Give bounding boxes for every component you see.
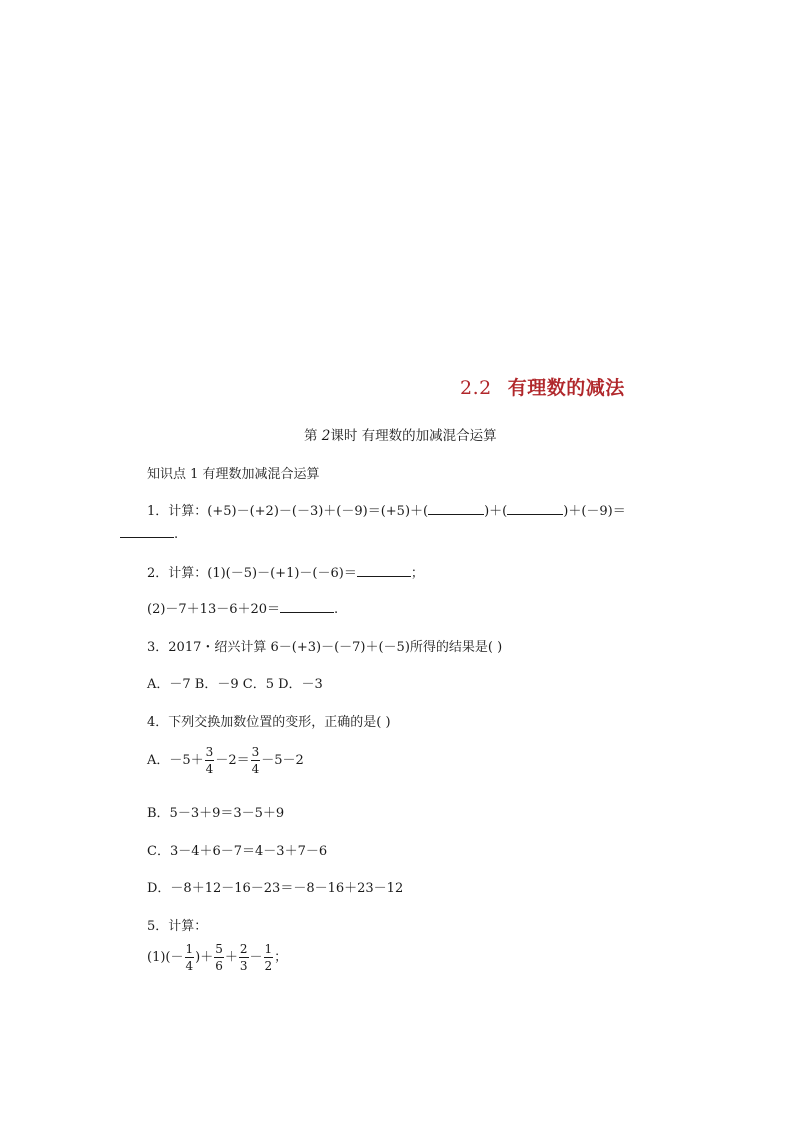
question-4: 4．下列交换加数位置的变形，正确的是( ) bbox=[147, 715, 391, 730]
denominator: 6 bbox=[215, 959, 223, 973]
question-4-option-b: B．5－3＋9＝3－5＋9 bbox=[147, 806, 285, 821]
subtitle-prefix: 第 bbox=[304, 428, 322, 444]
section-number: 2.2 bbox=[460, 377, 492, 399]
q1-mid-2: )＋(－9)＝ bbox=[563, 504, 626, 519]
q1-end: . bbox=[174, 527, 179, 542]
question-1-answer-line bbox=[120, 525, 178, 542]
question-4-option-d: D．－8＋12－16－23＝－8－16＋23－12 bbox=[147, 881, 404, 896]
fraction bbox=[239, 943, 249, 972]
denominator: 3 bbox=[239, 959, 248, 973]
numerator: 3 bbox=[205, 745, 214, 759]
fraction bbox=[264, 943, 274, 972]
q4a-pre: A．－5＋ bbox=[147, 753, 204, 768]
denominator: 4 bbox=[251, 762, 260, 776]
q5-pre: (1)(－ bbox=[147, 950, 184, 965]
lesson-subtitle bbox=[304, 424, 497, 444]
q2-part2-text: (2)－7＋13－6＋20＝ bbox=[147, 602, 281, 617]
lesson-number: 2 bbox=[321, 428, 331, 444]
q1-mid-1: )＋( bbox=[484, 504, 508, 519]
numerator: 2 bbox=[239, 942, 248, 956]
question-3-options: A．－7 B．－9 C．5 D．－3 bbox=[147, 677, 323, 692]
q2-part1-text: 2．计算：(1)(－5)－(+1)－(－6)＝ bbox=[147, 566, 357, 581]
q4a-post: －5－2 bbox=[261, 753, 304, 768]
q1-blank-1[interactable] bbox=[428, 502, 484, 515]
q5-end: ； bbox=[274, 950, 288, 965]
question-4-option-c: C．3－4＋6－7＝4－3＋7－6 bbox=[147, 844, 328, 859]
fraction bbox=[214, 943, 224, 972]
question-3: 3．2017・绍兴计算 6－(+3)－(－7)＋(－5)所得的结果是( ) bbox=[147, 640, 503, 655]
q5-op: ＋ bbox=[224, 950, 238, 965]
section-title: 有理数的减法 bbox=[507, 377, 625, 399]
denominator: 2 bbox=[264, 959, 273, 973]
question-5: 5．计算： bbox=[147, 919, 208, 934]
question-2-part-1 bbox=[147, 562, 424, 581]
fraction bbox=[185, 943, 195, 972]
q5-op: )＋ bbox=[195, 950, 214, 965]
fraction bbox=[205, 746, 215, 775]
numerator: 1 bbox=[185, 942, 194, 956]
q1-text: 1．计算：(+5)－(+2)－(－3)＋(－9)＝(+5)＋( bbox=[147, 504, 429, 519]
fraction bbox=[251, 746, 261, 775]
question-1 bbox=[147, 500, 626, 519]
subtitle-suffix: 课时 有理数的加减混合运算 bbox=[330, 428, 497, 444]
denominator: 4 bbox=[185, 959, 194, 973]
q4a-mid: －2＝ bbox=[215, 753, 250, 768]
numerator: 1 bbox=[264, 942, 273, 956]
q2-part2-end: . bbox=[334, 602, 339, 617]
q2-blank-2[interactable] bbox=[280, 600, 334, 613]
q2-blank-1[interactable] bbox=[357, 564, 411, 577]
denominator: 4 bbox=[205, 762, 214, 776]
page-title bbox=[460, 373, 625, 400]
question-5-part-1 bbox=[147, 943, 287, 972]
numerator: 5 bbox=[215, 942, 223, 956]
numerator: 3 bbox=[251, 745, 260, 759]
q1-blank-2[interactable] bbox=[507, 502, 563, 515]
q5-op: － bbox=[249, 950, 263, 965]
q1-blank-3[interactable] bbox=[120, 525, 174, 538]
question-4-option-a bbox=[147, 746, 304, 775]
knowledge-point-heading: 知识点 1 有理数加减混合运算 bbox=[147, 467, 320, 482]
q2-part1-end: ； bbox=[410, 566, 424, 581]
question-2-part-2 bbox=[147, 598, 338, 617]
